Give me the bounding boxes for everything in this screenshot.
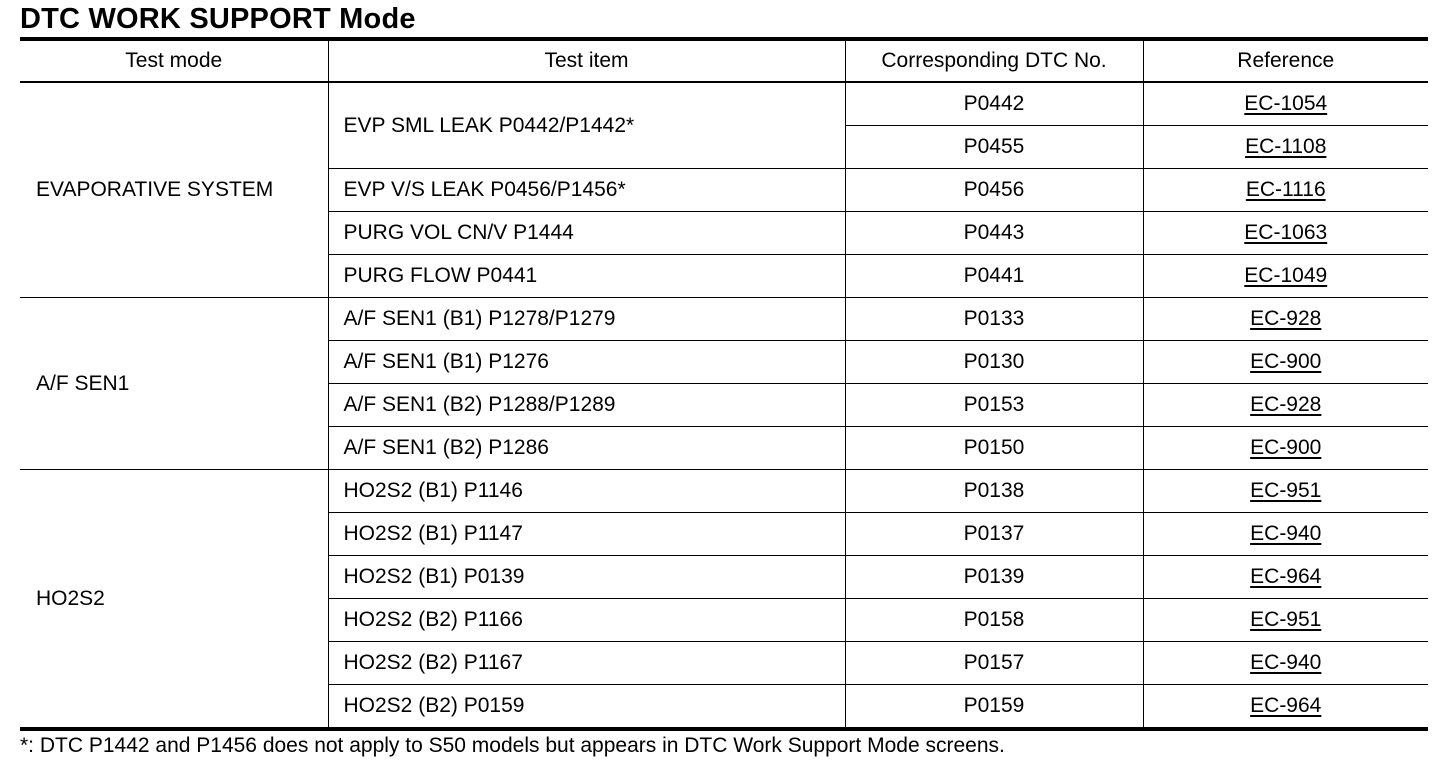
dtc-code-cell: P0137 [845, 513, 1143, 556]
reference-cell [1143, 427, 1428, 470]
reference-cell [1143, 298, 1428, 341]
dtc-code-cell: P0138 [845, 470, 1143, 513]
reference-link[interactable]: EC-964 [1250, 565, 1322, 588]
reference-cell [1143, 212, 1428, 255]
test-item-cell: HO2S2 (B1) P1147 [328, 513, 845, 556]
dtc-code-cell: P0442 [845, 82, 1143, 126]
reference-link[interactable]: EC-940 [1250, 522, 1322, 545]
dtc-code-cell: P0159 [845, 685, 1143, 730]
dtc-code-cell: P0443 [845, 212, 1143, 255]
test-item-cell: EVP V/S LEAK P0456/P1456* [328, 169, 845, 212]
test-item-cell: EVP SML LEAK P0442/P1442* [328, 82, 845, 169]
header-test-item: Test item [328, 39, 845, 82]
reference-cell [1143, 169, 1428, 212]
dtc-code-cell: P0441 [845, 255, 1143, 298]
reference-link[interactable]: EC-1116 [1245, 178, 1326, 201]
reference-link[interactable]: EC-900 [1250, 350, 1322, 373]
reference-cell [1143, 126, 1428, 169]
reference-link[interactable]: EC-928 [1250, 393, 1322, 416]
reference-link[interactable]: EC-1054 [1244, 92, 1328, 115]
reference-link[interactable]: EC-940 [1250, 651, 1322, 674]
reference-cell [1143, 384, 1428, 427]
footnote: *: DTC P1442 and P1456 does not apply to S50 models but appears in DTC Work Support Mode screens. [20, 734, 1005, 757]
reference-cell [1143, 513, 1428, 556]
reference-cell [1143, 341, 1428, 384]
page-title: DTC WORK SUPPORT Mode [20, 3, 416, 35]
test-item-cell: PURG VOL CN/V P1444 [328, 212, 845, 255]
reference-cell [1143, 82, 1428, 126]
test-item-cell: A/F SEN1 (B2) P1286 [328, 427, 845, 470]
test-item-cell: A/F SEN1 (B1) P1276 [328, 341, 845, 384]
reference-cell [1143, 255, 1428, 298]
test-item-cell: HO2S2 (B1) P0139 [328, 556, 845, 599]
table-row [20, 82, 1428, 126]
test-item-cell: HO2S2 (B2) P1167 [328, 642, 845, 685]
reference-cell [1143, 599, 1428, 642]
reference-cell [1143, 556, 1428, 599]
header-test-mode: Test mode [20, 39, 328, 82]
test-mode-cell: EVAPORATIVE SYSTEM [20, 82, 328, 298]
table-row [20, 298, 1428, 341]
test-item-cell: A/F SEN1 (B2) P1288/P1289 [328, 384, 845, 427]
table-body [20, 82, 1428, 729]
dtc-code-cell: P0153 [845, 384, 1143, 427]
header-dtc-no: Corresponding DTC No. [845, 39, 1143, 82]
test-item-cell: HO2S2 (B2) P0159 [328, 685, 845, 730]
table-row [20, 470, 1428, 513]
dtc-code-cell: P0158 [845, 599, 1143, 642]
reference-cell [1143, 685, 1428, 730]
dtc-code-cell: P0455 [845, 126, 1143, 169]
reference-link[interactable]: EC-1063 [1244, 221, 1328, 244]
reference-cell [1143, 642, 1428, 685]
test-item-cell: A/F SEN1 (B1) P1278/P1279 [328, 298, 845, 341]
dtc-code-cell: P0456 [845, 169, 1143, 212]
header-reference: Reference [1143, 39, 1428, 82]
reference-link[interactable]: EC-928 [1250, 307, 1322, 330]
test-item-cell: HO2S2 (B1) P1146 [328, 470, 845, 513]
reference-cell [1143, 470, 1428, 513]
dtc-code-cell: P0157 [845, 642, 1143, 685]
dtc-code-cell: P0139 [845, 556, 1143, 599]
dtc-code-cell: P0130 [845, 341, 1143, 384]
reference-link[interactable]: EC-964 [1250, 694, 1322, 717]
dtc-work-support-table [20, 37, 1428, 731]
dtc-code-cell: P0150 [845, 427, 1143, 470]
table-header-row [20, 39, 1428, 82]
test-item-cell: PURG FLOW P0441 [328, 255, 845, 298]
reference-link[interactable]: EC-951 [1250, 479, 1322, 502]
test-mode-cell: HO2S2 [20, 470, 328, 730]
reference-link[interactable]: EC-1108 [1245, 135, 1327, 158]
reference-link[interactable]: EC-900 [1250, 436, 1322, 459]
test-mode-cell: A/F SEN1 [20, 298, 328, 470]
test-item-cell: HO2S2 (B2) P1166 [328, 599, 845, 642]
reference-link[interactable]: EC-951 [1250, 608, 1322, 631]
dtc-code-cell: P0133 [845, 298, 1143, 341]
reference-link[interactable]: EC-1049 [1244, 264, 1328, 287]
